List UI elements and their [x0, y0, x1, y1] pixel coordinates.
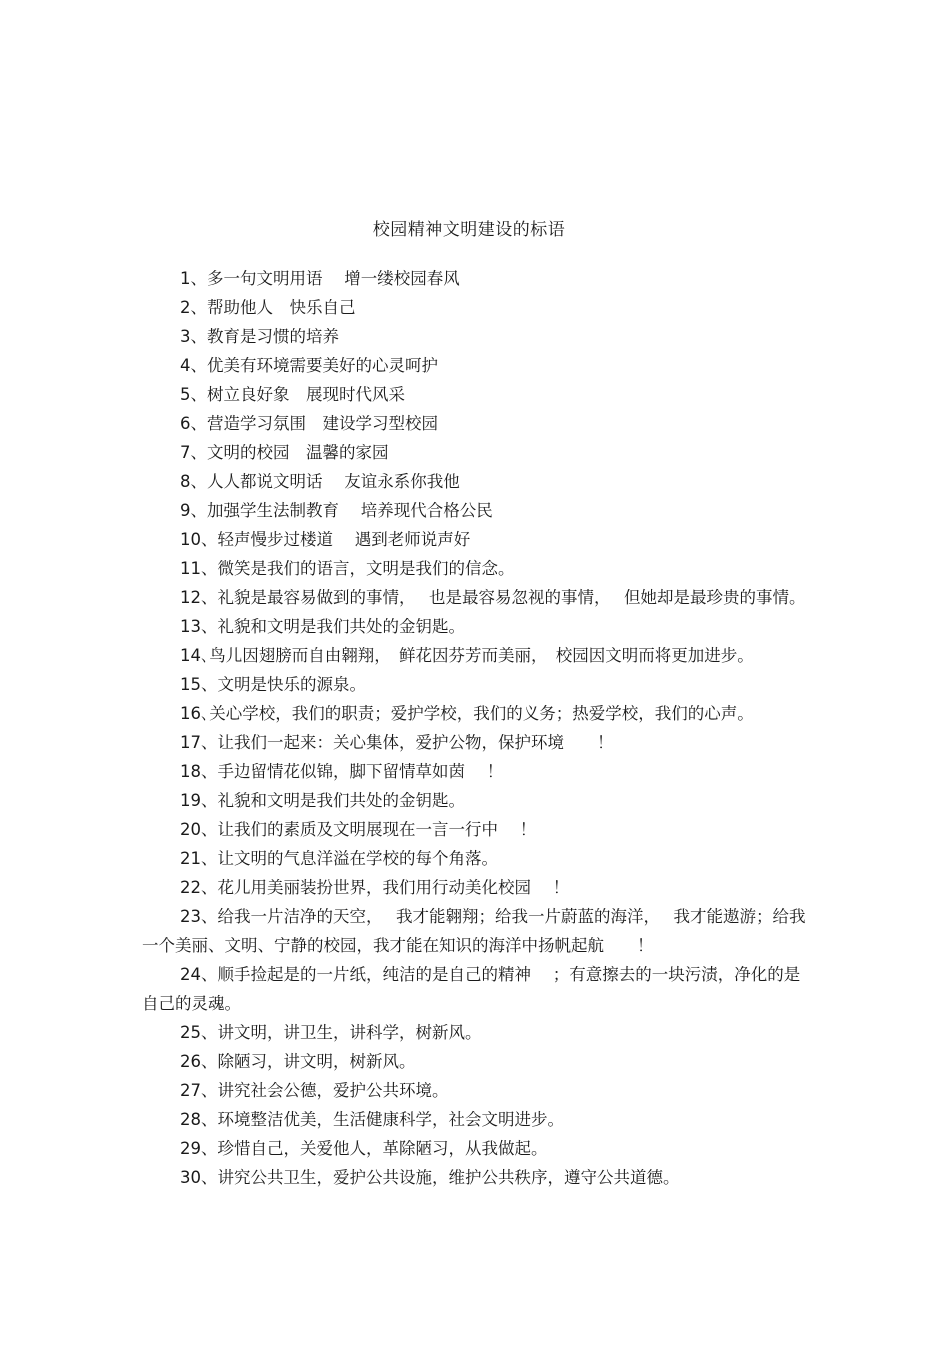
list-item: 1、多一句文明用语 增一缕校园春风: [180, 269, 460, 288]
list-item: 29、珍惜自己，关爱他人，革除陋习，从我做起。: [180, 1139, 548, 1158]
list-item: 18、手边留情花似锦，脚下留情草如茵 ！: [180, 762, 504, 781]
list-item: 2、帮助他人 快乐自己: [180, 298, 356, 317]
list-item: 9、加强学生法制教育 培养现代合格公民: [180, 501, 493, 520]
list-item: 25、讲文明，讲卫生，讲科学，树新风。: [180, 1023, 482, 1042]
list-item: 20、让我们的素质及文明展现在一言一行中 ！: [180, 820, 537, 839]
list-item: 21、让文明的气息洋溢在学校的每个角落。: [180, 849, 498, 868]
list-item: 16､关心学校，我们的职责；爱护学校，我们的义务；热爱学校，我们的心声。: [180, 704, 754, 723]
list-item: 8、人人都说文明话 友谊永系你我他: [180, 472, 460, 491]
list-item: 27、讲究社会公德，爱护公共环境。: [180, 1081, 449, 1100]
list-item: 22、花儿用美丽装扮世界，我们用行动美化校园 ！: [180, 878, 570, 897]
list-item: 12、礼貌是最容易做到的事情， 也是最容易忽视的事情， 但她却是最珍贵的事情。: [180, 588, 806, 607]
list-item: 3、教育是习惯的培养: [180, 327, 339, 346]
list-item: 28、环境整洁优美，生活健康科学，社会文明进步。: [180, 1110, 564, 1129]
list-item: 26、除陋习，讲文明，树新风。: [180, 1052, 416, 1071]
list-item: 5、树立良好象 展现时代风采: [180, 385, 405, 404]
list-item: 23、给我一片洁净的天空， 我才能翱翔；给我一片蔚蓝的海洋， 我才能遨游；给我一个美丽、文明、宁静的校园，我才能在知识的海洋中扬帆起航 ！: [142, 907, 806, 955]
list-item: 10、轻声慢步过楼道 遇到老师说声好: [180, 530, 471, 549]
list-item: 17、让我们一起来：关心集体，爱护公物，保护环境 ！: [180, 733, 614, 752]
list-item: 4、优美有环境需要美好的心灵呵护: [180, 356, 438, 375]
list-item: 11、微笑是我们的语言，文明是我们的信念。: [180, 559, 515, 578]
list-item: 13、礼貌和文明是我们共处的金钥匙。: [180, 617, 465, 636]
slogan-list: [142, 264, 808, 1192]
list-item: 30、讲究公共卫生，爱护公共设施，维护公共秩序，遵守公共道德。: [180, 1168, 680, 1187]
list-item: 19、礼貌和文明是我们共处的金钥匙。: [180, 791, 465, 810]
list-item: 14､鸟儿因翅膀而自由翱翔， 鲜花因芬芳而美丽， 校园因文明而将更加进步。: [180, 646, 754, 665]
list-item: 15、文明是快乐的源泉。: [180, 675, 366, 694]
list-item: 6、营造学习氛围 建设学习型校园: [180, 414, 438, 433]
document-title: 校园精神文明建设的标语: [372, 220, 566, 240]
list-item: 7、文明的校园 温馨的家园: [180, 443, 389, 462]
list-item: 24、顺手捡起是的一片纸，纯洁的是自己的精神 ；有意擦去的一块污渍，净化的是自己的灵魂。: [142, 965, 801, 1013]
